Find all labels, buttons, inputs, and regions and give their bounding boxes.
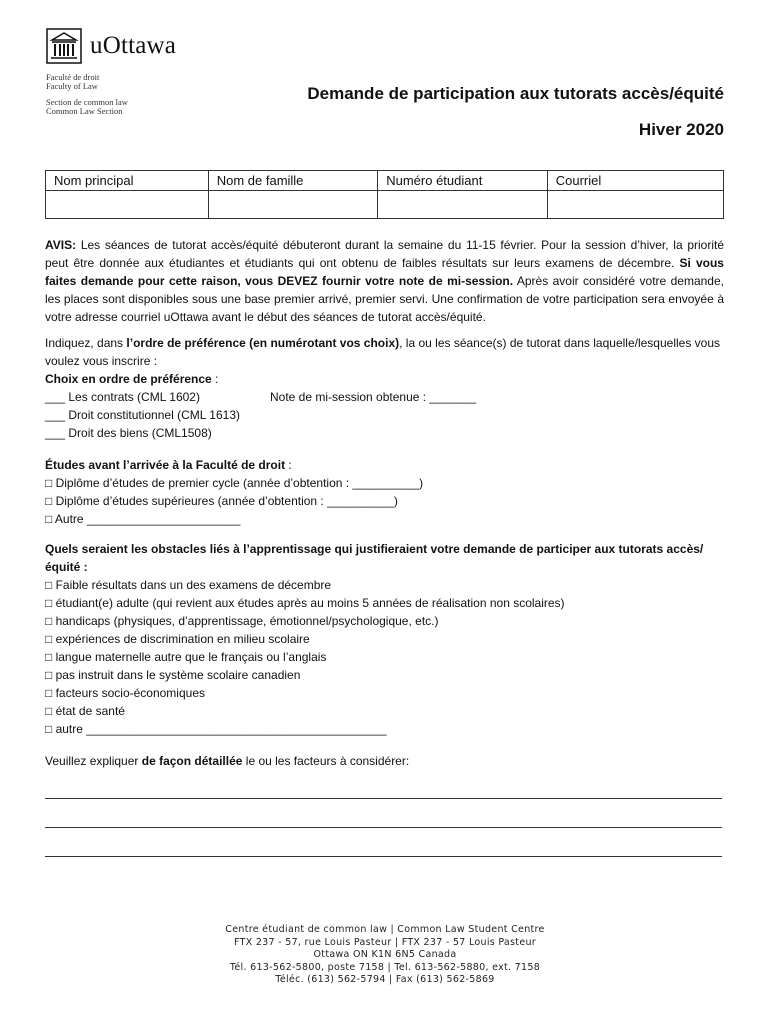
- midterm-grade[interactable]: Note de mi-session obtenue : _______: [270, 390, 477, 404]
- explanation-line-2[interactable]: [45, 799, 722, 828]
- last-name-cell[interactable]: [208, 191, 378, 219]
- obstacle-option[interactable]: □ facteurs socio-économiques: [45, 686, 205, 700]
- footer-contact: [0, 924, 770, 987]
- obstacle-option[interactable]: □ langue maternelle autre que le français ou l’anglais: [45, 650, 327, 664]
- obstacle-option[interactable]: □ handicaps (physiques, d’apprentissage, émotionnel/psychologique, etc.): [45, 614, 439, 628]
- studies-option-other[interactable]: □ Autre _______________________: [45, 512, 241, 526]
- section-fr: Section de common law: [46, 97, 128, 107]
- table-entry-row: [46, 191, 724, 219]
- notice-paragraph: AVIS: Les séances de tutorat accès/équité débuteront durant la semaine du 11-15 février. Pour la session d’hiver, la priorité peut être donnée aux étudiantes et étudiants qui ont obtenu de faibles résultats sur leurs examens de décembre. Si vous faites demande pour cette raison, vous DEVEZ fournir votre note de mi-session. Après avoir considéré votre demande, les places sont disponibles sous une base premier arrivé, premier servi. Une confirmation de votre participation sera envoyée à votre adresse courriel uOttawa avant le début des séances de tutorat accès/équité.: [45, 238, 724, 324]
- choices-heading: Choix en ordre de préférence :: [45, 372, 219, 386]
- university-name: uOttawa: [90, 32, 177, 59]
- col-email: Courriel: [547, 171, 723, 191]
- footer-line: Centre étudiant de common law | Common Law Student Centre: [225, 924, 545, 935]
- faculty-lines: [46, 73, 128, 116]
- obstacle-option[interactable]: □ expériences de discrimination en milieu scolaire: [45, 632, 310, 646]
- first-name-cell[interactable]: [46, 191, 209, 219]
- uottawa-logo: [46, 28, 176, 64]
- footer-line: Tél. 613-562-5800, poste 7158 | Tel. 613-562-5880, ext. 7158: [229, 961, 541, 973]
- footer-line: Téléc. (613) 562-5794 | Fax (613) 562-5869: [275, 974, 495, 985]
- obstacle-option[interactable]: □ état de santé: [45, 704, 125, 718]
- studies-heading: Études avant l’arrivée à la Faculté de droit :: [45, 458, 292, 472]
- faculty-en: Faculty of Law: [46, 81, 98, 91]
- obstacle-option[interactable]: □ Faible résultats dans un des examens de décembre: [45, 578, 332, 592]
- obstacles-heading: Quels seraient les obstacles liés à l’apprentissage qui justifieraient votre demande de participer aux tutorats accès/équité :: [45, 542, 704, 574]
- page-title: Demande de participation aux tutorats accès/équité: [307, 84, 724, 103]
- form-body: [45, 236, 724, 857]
- studies-option-undergrad[interactable]: □ Diplôme d’études de premier cycle (année d’obtention : __________): [45, 476, 424, 490]
- obstacle-option-other[interactable]: □ autre _____________________________________________: [45, 722, 387, 736]
- student-info-table: [45, 170, 724, 219]
- notice-bold: Si vous faites demande pour cette raison, vous DEVEZ fournir votre note de mi-session.: [45, 256, 724, 288]
- footer-line: Ottawa ON K1N 6N5 Canada: [313, 949, 457, 960]
- email-cell[interactable]: [547, 191, 723, 219]
- choice-row-1: [45, 388, 724, 406]
- notice-label: AVIS:: [45, 238, 77, 252]
- explanation-line-1[interactable]: [45, 770, 722, 799]
- table-header-row: [46, 171, 724, 191]
- obstacle-option[interactable]: □ étudiant(e) adulte (qui revient aux études après au moins 5 années de réalisation non scolaires): [45, 596, 565, 610]
- col-first-name: Nom principal: [46, 171, 209, 191]
- instructions-paragraph: Indiquez, dans l’ordre de préférence (en numérotant vos choix), la ou les séance(s) de tutorat dans laquelle/lesquelles vous voulez vous inscrire :: [45, 336, 720, 368]
- section-en: Common Law Section: [46, 106, 123, 116]
- student-number-cell[interactable]: [378, 191, 548, 219]
- col-student-number: Numéro étudiant: [378, 171, 548, 191]
- footer-line: FTX 237 - 57, rue Louis Pasteur | FTX 237 - 57 Louis Pasteur: [234, 936, 536, 948]
- choice-constitutional[interactable]: ___ Droit constitutionnel (CML 1613): [45, 408, 240, 422]
- choice-contracts[interactable]: ___ Les contrats (CML 1602): [45, 390, 200, 404]
- explanation-line-3[interactable]: [45, 828, 722, 857]
- col-last-name: Nom de famille: [208, 171, 378, 191]
- faculty-fr: Faculté de droit: [46, 72, 100, 82]
- term-label: Hiver 2020: [638, 120, 724, 139]
- choice-property[interactable]: ___ Droit des biens (CML1508): [45, 426, 212, 440]
- explain-prompt: Veuillez expliquer de façon détaillée le ou les facteurs à considérer:: [45, 754, 410, 768]
- obstacle-option[interactable]: □ pas instruit dans le système scolaire canadien: [45, 668, 301, 682]
- university-building-icon: [46, 28, 82, 64]
- studies-option-graduate[interactable]: □ Diplôme d’études supérieures (année d’obtention : __________): [45, 494, 398, 508]
